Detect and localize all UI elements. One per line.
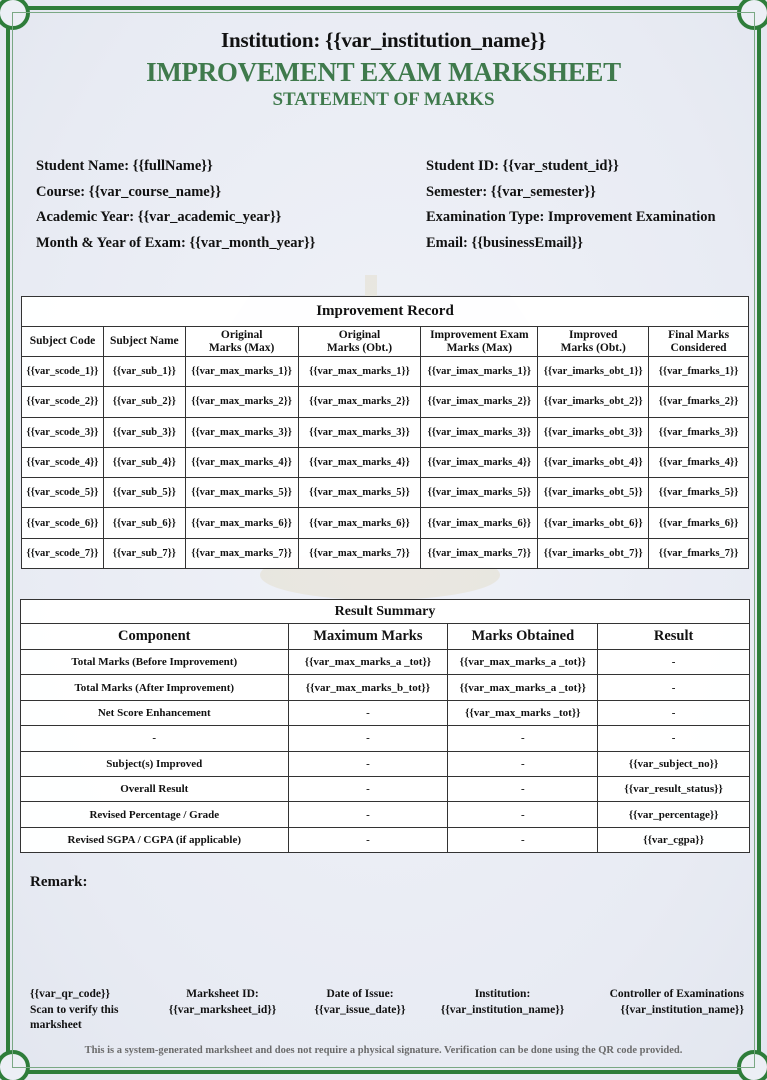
subject-code: {{var_scode_3}} (22, 417, 104, 447)
student-name: Student Name: {{fullName}} (36, 158, 213, 174)
qr-code-block (30, 987, 150, 1034)
table-caption: Result Summary (21, 600, 750, 624)
improved-obt: {{var_imarks_obt_6}} (538, 508, 649, 538)
original-max: {{var_max_marks_3}} (185, 417, 298, 447)
institution-heading: Institution: {{var_institution_name}} (221, 28, 546, 52)
original-max: {{var_max_marks_1}} (185, 357, 298, 387)
column-header: Maximum Marks (288, 624, 448, 650)
student-info-left (36, 154, 315, 256)
original-max: {{var_max_marks_4}} (185, 447, 298, 477)
result: {{var_subject_no}} (598, 751, 750, 776)
subject-name: {{var_sub_4}} (103, 447, 185, 477)
qr-code-placeholder: {{var_qr_code}} (30, 988, 111, 1000)
result-summary-table (20, 599, 750, 853)
controller-label: Controller of Examinations (609, 988, 744, 1000)
subject-name: {{var_sub_5}} (103, 478, 185, 508)
disclaimer-text: This is a system-generated marksheet and does not require a physical signature. Verification can be done using the QR code provided. (84, 1045, 683, 1056)
column-header: Original Marks (Obt.) (298, 327, 421, 357)
improved-obt: {{var_imarks_obt_7}} (538, 538, 649, 568)
academic-year: Academic Year: {{var_academic_year}} (36, 209, 282, 225)
table-row (22, 478, 749, 508)
subject-code: {{var_scode_7}} (22, 538, 104, 568)
original-obt: {{var_max_marks_3}} (298, 417, 421, 447)
subject-code: {{var_scode_5}} (22, 478, 104, 508)
marks-obtained: {{var_max_marks_a _tot}} (448, 650, 598, 675)
component: Net Score Enhancement (21, 700, 289, 725)
final-marks: {{var_fmarks_5}} (649, 478, 749, 508)
result: - (598, 675, 750, 700)
remark-label: Remark: (30, 874, 88, 890)
original-max: {{var_max_marks_7}} (185, 538, 298, 568)
table-row (22, 447, 749, 477)
result: {{var_percentage}} (598, 802, 750, 827)
improvement-record-table (21, 296, 749, 569)
original-obt: {{var_max_marks_1}} (298, 357, 421, 387)
institution-value: {{var_institution_name}} (440, 1003, 565, 1016)
original-obt: {{var_max_marks_5}} (298, 478, 421, 508)
institution-label: Institution: (474, 988, 531, 1000)
original-obt: {{var_max_marks_4}} (298, 447, 421, 477)
improved-obt: {{var_imarks_obt_5}} (538, 478, 649, 508)
marks-obtained: - (448, 751, 598, 776)
subject-name: {{var_sub_7}} (103, 538, 185, 568)
maximum-marks: - (288, 751, 448, 776)
component: Revised Percentage / Grade (21, 802, 289, 827)
result: - (598, 726, 750, 751)
subject-code: {{var_scode_1}} (22, 357, 104, 387)
marks-obtained: {{var_max_marks_a _tot}} (448, 675, 598, 700)
marksheet-id-block (160, 987, 285, 1018)
improvement-max: {{var_imax_marks_5}} (421, 478, 538, 508)
issue-date-block (300, 987, 420, 1018)
original-max: {{var_max_marks_2}} (185, 387, 298, 417)
improvement-max: {{var_imax_marks_1}} (421, 357, 538, 387)
subject-name: {{var_sub_6}} (103, 508, 185, 538)
column-header: Improvement Exam Marks (Max) (421, 327, 538, 357)
controller-value: {{var_institution_name}} (620, 1003, 744, 1016)
marksheet-id-label: Marksheet ID: (186, 988, 259, 1000)
result: {{var_cgpa}} (598, 827, 750, 852)
final-marks: {{var_fmarks_7}} (649, 538, 749, 568)
subject-code: {{var_scode_6}} (22, 508, 104, 538)
subject-name: {{var_sub_2}} (103, 387, 185, 417)
column-header: Subject Code (22, 327, 104, 357)
improved-obt: {{var_imarks_obt_4}} (538, 447, 649, 477)
maximum-marks: - (288, 776, 448, 801)
original-obt: {{var_max_marks_6}} (298, 508, 421, 538)
subject-code: {{var_scode_4}} (22, 447, 104, 477)
subject-code: {{var_scode_2}} (22, 387, 104, 417)
exam-month-year: Month & Year of Exam: {{var_month_year}} (36, 234, 316, 251)
student-id: Student ID: {{var_student_id}} (426, 158, 619, 174)
result: {{var_result_status}} (598, 776, 750, 801)
qr-caption: marksheet (30, 1019, 82, 1031)
table-row (21, 700, 750, 725)
table-row (21, 675, 750, 700)
final-marks: {{var_fmarks_4}} (649, 447, 749, 477)
maximum-marks: - (288, 802, 448, 827)
subject-name: {{var_sub_3}} (103, 417, 185, 447)
column-header: Result (598, 624, 750, 650)
semester: Semester: {{var_semester}} (426, 183, 596, 200)
table-row (21, 776, 750, 801)
institution-block (430, 987, 575, 1018)
document-title: IMPROVEMENT EXAM MARKSHEET (146, 57, 621, 87)
table-row (22, 357, 749, 387)
improved-obt: {{var_imarks_obt_3}} (538, 417, 649, 447)
maximum-marks: {{var_max_marks_b_tot}} (288, 675, 448, 700)
maximum-marks: - (288, 700, 448, 725)
original-max: {{var_max_marks_6}} (185, 508, 298, 538)
component: Total Marks (After Improvement) (21, 675, 289, 700)
examination-type: Examination Type: Improvement Examination (426, 209, 716, 225)
marks-obtained: - (448, 827, 598, 852)
final-marks: {{var_fmarks_1}} (649, 357, 749, 387)
final-marks: {{var_fmarks_3}} (649, 417, 749, 447)
marks-obtained: - (448, 776, 598, 801)
marks-obtained: - (448, 802, 598, 827)
subject-name: {{var_sub_1}} (103, 357, 185, 387)
table-row (22, 508, 749, 538)
original-obt: {{var_max_marks_7}} (298, 538, 421, 568)
document-subtitle: STATEMENT OF MARKS (272, 89, 495, 110)
result: - (598, 700, 750, 725)
email: Email: {{businessEmail}} (426, 234, 584, 251)
component: - (21, 726, 289, 751)
improvement-max: {{var_imax_marks_4}} (421, 447, 538, 477)
component: Total Marks (Before Improvement) (21, 650, 289, 675)
maximum-marks: - (288, 726, 448, 751)
column-header: Improved Marks (Obt.) (538, 327, 649, 357)
improvement-max: {{var_imax_marks_3}} (421, 417, 538, 447)
maximum-marks: {{var_max_marks_a _tot}} (288, 650, 448, 675)
table-row (22, 387, 749, 417)
maximum-marks: - (288, 827, 448, 852)
controller-block (585, 987, 744, 1018)
original-obt: {{var_max_marks_2}} (298, 387, 421, 417)
table-row (21, 726, 750, 751)
final-marks: {{var_fmarks_6}} (649, 508, 749, 538)
improvement-max: {{var_imax_marks_2}} (421, 387, 538, 417)
column-header: Subject Name (103, 327, 185, 357)
improved-obt: {{var_imarks_obt_2}} (538, 387, 649, 417)
final-marks: {{var_fmarks_2}} (649, 387, 749, 417)
component: Revised SGPA / CGPA (if applicable) (21, 827, 289, 852)
table-row (22, 538, 749, 568)
improved-obt: {{var_imarks_obt_1}} (538, 357, 649, 387)
student-info-right (426, 154, 716, 256)
marksheet-id-value: {{var_marksheet_id}} (168, 1003, 277, 1016)
marks-obtained: {{var_max_marks _tot}} (448, 700, 598, 725)
component: Subject(s) Improved (21, 751, 289, 776)
table-caption: Improvement Record (22, 297, 749, 327)
result: - (598, 650, 750, 675)
column-header: Component (21, 624, 289, 650)
component: Overall Result (21, 776, 289, 801)
column-header: Marks Obtained (448, 624, 598, 650)
table-row (21, 827, 750, 852)
table-row (22, 417, 749, 447)
table-row (21, 650, 750, 675)
issue-date-value: {{var_issue_date}} (314, 1003, 406, 1016)
column-header: Final Marks Considered (649, 327, 749, 357)
course: Course: {{var_course_name}} (36, 183, 222, 200)
issue-date-label: Date of Issue: (326, 988, 394, 1000)
table-row (21, 751, 750, 776)
improvement-max: {{var_imax_marks_6}} (421, 508, 538, 538)
table-row (21, 802, 750, 827)
column-header: Original Marks (Max) (185, 327, 298, 357)
qr-caption: Scan to verify this (30, 1003, 119, 1016)
original-max: {{var_max_marks_5}} (185, 478, 298, 508)
document-header (0, 28, 767, 111)
marks-obtained: - (448, 726, 598, 751)
improvement-max: {{var_imax_marks_7}} (421, 538, 538, 568)
